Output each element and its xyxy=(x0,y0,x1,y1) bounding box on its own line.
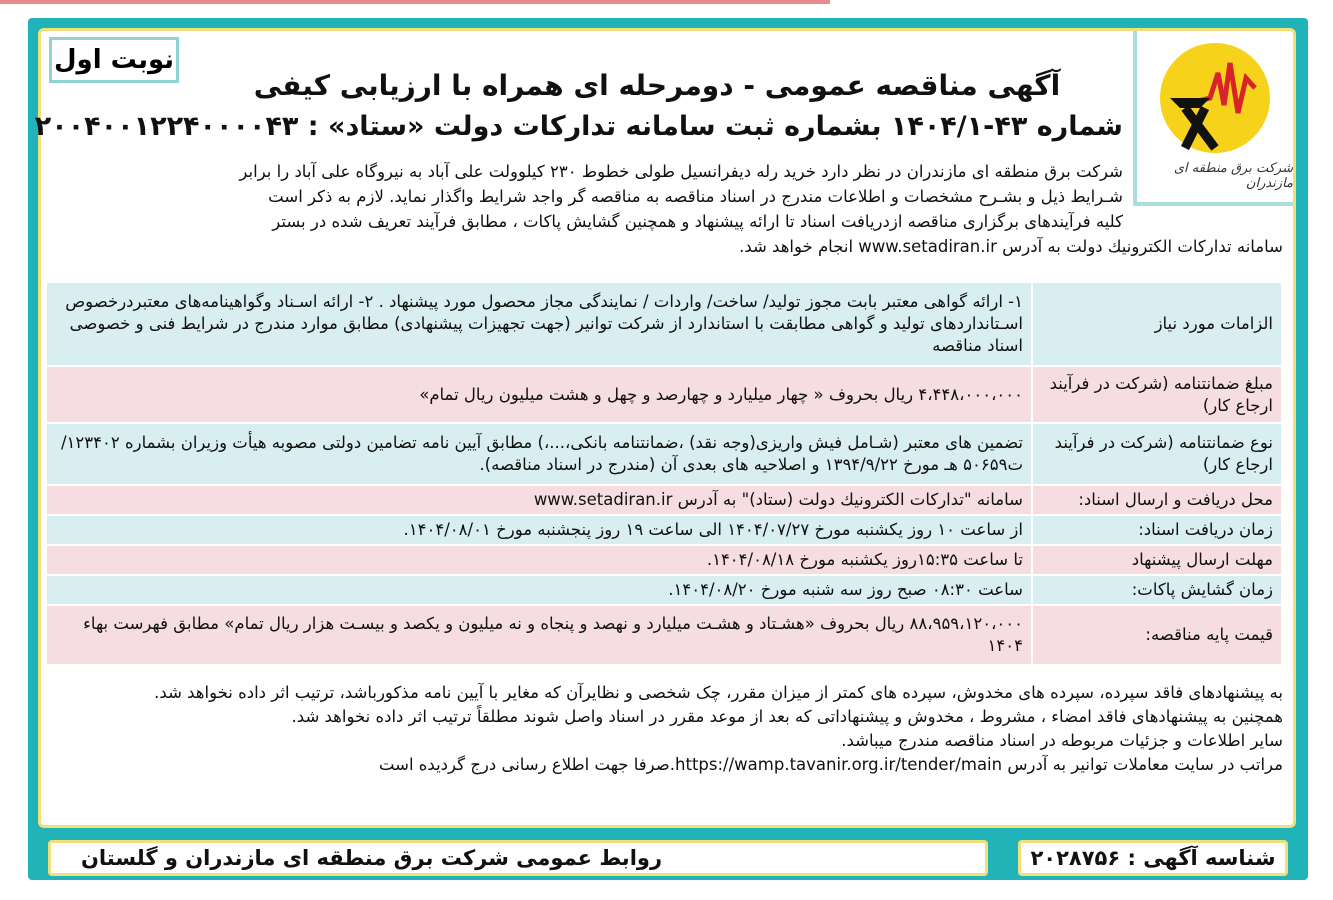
intro-line: سامانه تدارکات الکترونیك دولت به آدرس www.setadiran.ir انجام خواهد شد. xyxy=(739,237,1283,256)
row-label: زمان گشایش پاکات: xyxy=(1032,575,1282,605)
row-label: مهلت ارسال پیشنهاد xyxy=(1032,545,1282,575)
row-label: زمان دریافت اسناد: xyxy=(1032,515,1282,545)
table-row xyxy=(46,423,1282,485)
ad-frame xyxy=(28,18,1308,880)
row-label: مبلغ ضمانتنامه (شرکت در فرآیند ارجاع کار) xyxy=(1032,366,1282,423)
logo-icon xyxy=(1160,43,1270,153)
note-line: همچنین به پیشنهادهای فاقد امضاء ، مشروط ، مخدوش و پیشنهاداتی که بعد از موعد مقرر در اسناد واصل شوند مطلقاً ترتیب اثر داده نخواهد شد. xyxy=(291,707,1283,726)
table-row xyxy=(46,366,1282,423)
intro-line: شـرایط ذیل و بشـرح مشخصات و اطلاعات مندرج در اسناد مناقصه به مناقصه گر واجد شرایط واگذار نماید. لازم به ذکر است xyxy=(268,187,1123,206)
row-label: محل دریافت و ارسال اسناد: xyxy=(1032,485,1282,515)
note-line: به پیشنهادهای فاقد سپرده، سپرده های مخدوش، سپرده های کمتر از میزان مقرر، چک شخصی و نظایرآن که مغایر با آیین نامه مذکورباشد، ترتیب اثر داده نخواهد شد. xyxy=(154,683,1283,702)
row-value: ۴،۴۴۸،۰۰۰،۰۰۰ ریال بحروف « چهار میلیارد و چهارصد و چهل و هشت میلیون ریال تمام» xyxy=(46,366,1032,423)
row-value: تضمین های معتبر (شـامل فیش واریزی(وجه نقد) ،ضمانتنامه بانکی،...،) مطابق آیین نامه تضامین دولتی مصوبه هیأت وزیران بشماره ۱۲۳۴۰۲/ت۵۰۶۵۹ هـ مورخ ۱۳۹۴/۹/۲۲ و اصلاحیه های بعدی آن (مندرج در اسناد مناقصه). xyxy=(46,423,1032,485)
row-value: ۱- ارائه گواهی معتبر بابت مجوز تولید/ ساخت/ واردات / نمایندگی مجاز محصول مورد پیشنهاد . ۲- ارائه اسـناد وگواهینامه‌های معتبردرخصوص اسـتانداردهای تولید و گواهی مطابقت با استاندارد از شرکت توانیر (جهت تجهیزات پیشنهادی) مطابق موارد مندرج در شرایط فنی و خصوصی اسناد مناقصه xyxy=(46,282,1032,366)
note-line: سایر اطلاعات و جزئیات مربوطه در اسناد مناقصه مندرج میباشد. xyxy=(841,731,1283,750)
row-value: ساعت ۰۸:۳۰ صبح روز سه شنبه مورخ ۱۴۰۴/۰۸/۲۰. xyxy=(46,575,1032,605)
intro-line: شرکت برق منطقه ای مازندران در نظر دارد خرید رله دیفرانسیل طولی خطوط ۲۳۰ کیلوولت علی آباد به نیروگاه علی آباد را برابر xyxy=(239,162,1123,181)
table-row xyxy=(46,485,1282,515)
table-row xyxy=(46,515,1282,545)
publisher: روابط عمومی شرکت برق منطقه ای مازندران و گلستان xyxy=(48,840,988,876)
top-rule xyxy=(0,0,830,4)
ad-id: شناسه آگهی : ۲۰۲۸۷۵۶ xyxy=(1018,840,1288,876)
table-row xyxy=(46,605,1282,665)
footer xyxy=(28,840,1308,876)
row-label: الزامات مورد نیاز xyxy=(1032,282,1282,366)
publication-badge: نوبت اول xyxy=(49,37,179,83)
row-value: از ساعت ۱۰ روز یکشنبه مورخ ۱۴۰۴/۰۷/۲۷ الی ساعت ۱۹ روز پنجشنبه مورخ ۱۴۰۴/۰۸/۰۱. xyxy=(46,515,1032,545)
note-line: مراتب در سایت معاملات توانیر به آدرس https://wamp.tavanir.org.ir/tender/main.صرفا جهت اطلاع رسانی درج گردیده است xyxy=(378,755,1283,774)
logo-caption: شرکت برق منطقه ای مازندران xyxy=(1173,161,1293,191)
intro-paragraph xyxy=(51,159,1283,259)
tender-details-table xyxy=(45,281,1283,666)
ad-subtitle: شماره ۴۳-۱۴۰۴/۱ بشماره ثبت سامانه تدارکات دولت «ستاد» : ۲۰۰۴۰۰۱۲۲۴۰۰۰۰۴۳ xyxy=(34,111,1123,142)
row-label: قیمت پایه مناقصه: xyxy=(1032,605,1282,665)
table-row xyxy=(46,282,1282,366)
table-row xyxy=(46,545,1282,575)
row-label: نوع ضمانتنامه (شرکت در فرآیند ارجاع کار) xyxy=(1032,423,1282,485)
ad-title: آگهی مناقصه عمومی - دومرحله ای همراه با ارزیابی کیفی xyxy=(253,69,1061,102)
row-value: ۸۸،۹۵۹،۱۲۰،۰۰۰ ریال بحروف «هشـتاد و هشـت میلیارد و نهصد و پنجاه و نه میلیون و یکصد و بیسـت هزار ریال تمام» مطابق فهرست بهاء ۱۴۰۴ xyxy=(46,605,1032,665)
row-value: تا ساعت ۱۵:۳۵روز یکشنبه مورخ ۱۴۰۴/۰۸/۱۸. xyxy=(46,545,1032,575)
ad-content xyxy=(34,28,1296,828)
row-value: سامانه "تدارکات الکترونیك دولت (ستاد)" به آدرس www.setadiran.ir xyxy=(46,485,1032,515)
intro-line: کلیه فرآیندهای برگزاری مناقصه ازدریافت اسناد تا ارائه پیشنهاد و همچنین گشایش پاکات ، مطابق فرآیند تعریف شده در بستر xyxy=(272,212,1123,231)
table-row xyxy=(46,575,1282,605)
notes xyxy=(51,681,1283,777)
